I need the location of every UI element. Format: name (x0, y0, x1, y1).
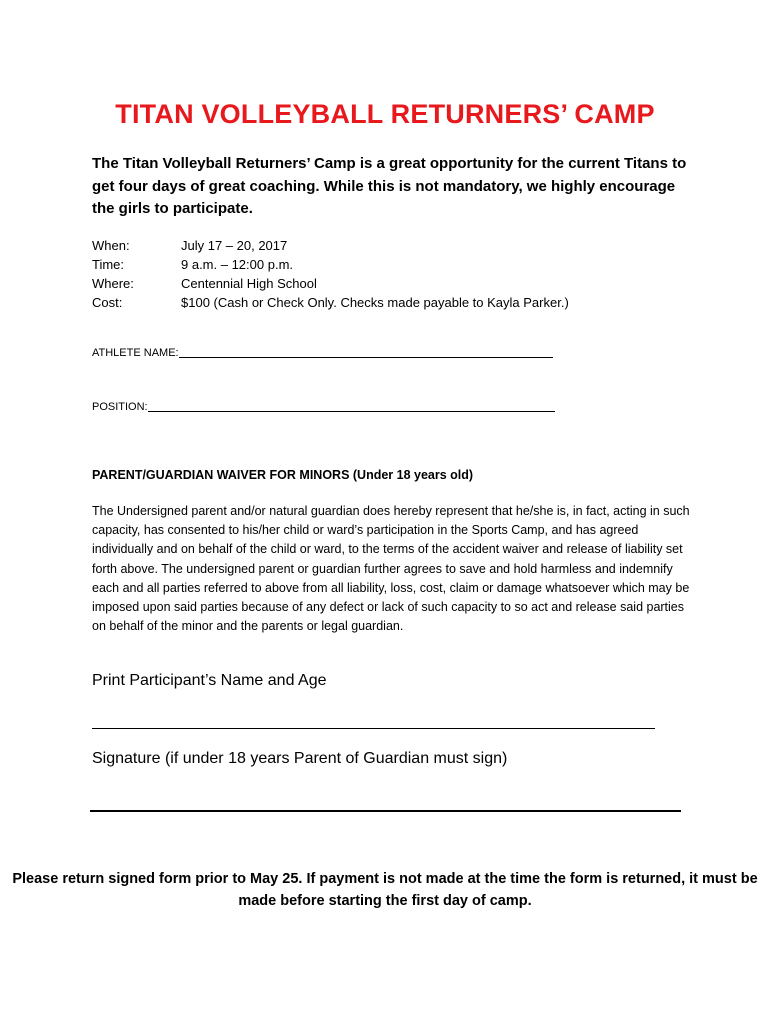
detail-value: 9 a.m. – 12:00 p.m. (181, 257, 294, 272)
signature-line[interactable] (90, 810, 681, 812)
signature-label: Signature (if under 18 years Parent of Guardian must sign) (92, 750, 508, 767)
page-title: TITAN VOLLEYBALL RETURNERS’ CAMP (115, 99, 655, 129)
detail-label: Where: (92, 276, 134, 291)
detail-time (92, 255, 692, 274)
waiver-body: The Undersigned parent and/or natural guardian does hereby represent that he/she is, in fact, acting in such capacity, has consented to his/her child or ward’s participation in the Sports Camp, and has agreed individually and on behalf of the child or ward, to the terms of the accident waiver and release of liability set forth above. The undersigned parent or guardian further agrees to save and hold harmless and indemnify each and all parties referred to above from all liability, loss, cost, claim or damage whatsoever which may be imposed upon said parties because of any defect or lack of such capacity to so act and release said parties on behalf of the minor and the parents or legal guardian. (92, 504, 690, 634)
participant-label: Print Participant’s Name and Age (92, 672, 327, 689)
athlete-name-line[interactable] (179, 346, 553, 358)
participant-line[interactable] (92, 728, 655, 729)
intro-paragraph: The Titan Volleyball Returners’ Camp is a great opportunity for the current Titans to get four days of great coaching. While this is not mandatory, we highly encourage the girls to participate. (92, 155, 687, 217)
position-line[interactable] (148, 400, 555, 412)
detail-label: Cost: (92, 295, 123, 310)
position-label: POSITION: (92, 401, 148, 413)
athlete-name-label: ATHLETE NAME: (92, 347, 179, 359)
return-notice: Please return signed form prior to May 25. If payment is not made at the time the form is returned, it must be made before starting the first day of camp. (12, 871, 758, 909)
detail-label: Time: (92, 257, 125, 272)
waiver-heading: PARENT/GUARDIAN WAIVER FOR MINORS (Under 18 years old) (92, 468, 474, 482)
detail-label: When: (92, 238, 130, 253)
position-field (92, 400, 555, 413)
detail-when (92, 236, 692, 255)
detail-where (92, 274, 692, 293)
camp-details (92, 236, 692, 312)
detail-value: Centennial High School (181, 276, 317, 291)
detail-cost (92, 293, 692, 312)
detail-value: July 17 – 20, 2017 (181, 238, 288, 253)
athlete-name-field (92, 346, 553, 359)
detail-value: $100 (Cash or Check Only. Checks made payable to Kayla Parker.) (181, 295, 569, 310)
